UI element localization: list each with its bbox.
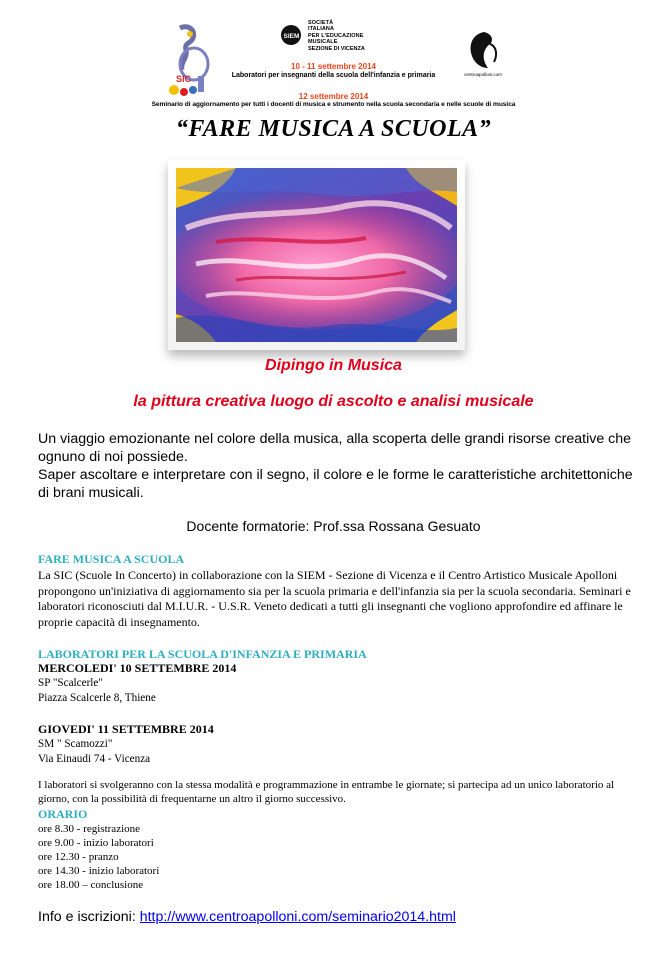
header-subtitle-2: Seminario di aggiornamento per tutti i docenti di musica e strumento nella scuola secondaria e nelle scuole di musica — [151, 101, 516, 108]
svg-text:SIC: SIC — [176, 74, 192, 84]
header-subtitle-1: Laboratori per insegnanti della scuola dell'infanzia e primaria — [231, 72, 436, 79]
lab-day-1-date: MERCOLEDI' 10 SETTEMBRE 2014 — [38, 661, 237, 675]
lab-day-2-date: GIOVEDI' 11 SETTEMBRE 2014 — [38, 722, 214, 736]
intro-text — [38, 430, 638, 502]
lab-day-1-address: Piazza Scalcerle 8, Thiene — [38, 692, 156, 704]
svg-text:SIEM: SIEM — [283, 33, 300, 40]
header-date-1: 10 - 11 settembre 2014 — [291, 62, 376, 71]
painting-image — [168, 160, 465, 350]
siem-logo — [280, 20, 390, 60]
footer-label: Info e iscrizioni: — [38, 909, 140, 925]
registration-link[interactable]: http://www.centroapolloni.com/seminario2014.html — [139, 909, 456, 925]
siem-logo-text: SOCIETÀ ITALIANA PER L'EDUCAZIONE MUSICALE — [308, 20, 364, 46]
orario-list — [38, 822, 159, 892]
heading-pittura: la pittura creativa luogo di ascolto e analisi musicale — [133, 393, 534, 410]
docente-line: Docente formatorie: Prof.ssa Rossana Gesuato — [186, 518, 481, 534]
centro-apolloni-caption: centroapolloni.com — [464, 72, 502, 77]
orario-item: ore 18.00 – conclusione — [38, 879, 144, 891]
sic-logo — [160, 24, 218, 98]
section-heading-laboratori: LABORATORI PER LA SCUOLA D'INFANZIA E PRIMARIA — [38, 647, 367, 661]
heading-dipingo: Dipingo in Musica — [265, 357, 402, 374]
orario-item: ore 12.30 - pranzo — [38, 851, 119, 863]
lab-day-2 — [38, 722, 638, 767]
lab-day-2-address: Via Einaudi 74 - Vicenza — [38, 753, 151, 765]
section-heading-fare-musica: FARE MUSICA A SCUOLA — [38, 552, 185, 566]
lab-day-1-school: SP "Scalcerle" — [38, 677, 103, 689]
lab-day-1 — [38, 661, 638, 706]
footer-info — [38, 909, 456, 925]
orario-item: ore 8.30 - registrazione — [38, 823, 141, 835]
orario-item: ore 14.30 - inizio laboratori — [38, 865, 160, 877]
intro-paragraph-2: Saper ascoltare e interpretare con il segno, il colore e le forme le caratteristiche architettoniche di brani musicali. — [38, 467, 633, 501]
orario-heading: ORARIO — [38, 807, 88, 821]
laboratori-note: I laboratori si svolgeranno con la stessa modalità e programmazione in entrambe le giornate; si partecipa ad un unico laboratorio al giorno, con la possibilità di frequentarne un altro il giorno successivo. — [38, 779, 615, 805]
header-date-2: 12 settembre 2014 — [298, 92, 369, 101]
lab-day-2-school: SM " Scamozzi" — [38, 738, 113, 750]
section-body-fare-musica: La SIC (Scuole In Concerto) in collaborazione con la SIEM - Sezione di Vicenza e il Centro Artistico Musicale Apolloni propongono un'iniziativa di aggiornamento sia per la scuola primaria e dell'infanzia sia per la scuola secondaria. Seminari e laboratori riconosciuti dal M.I.U.R. - U.S.R. Veneto dedicati a tutti gli insegnanti che vogliono approfondire ed affinare le proprie capacità di insegnamento. — [38, 568, 631, 629]
intro-paragraph-1: Un viaggio emozionante nel colore della musica, alla scoperta delle grandi risorse creative che ognuno di noi possiede. — [38, 431, 632, 465]
orario-item: ore 9.00 - inizio laboratori — [38, 837, 154, 849]
siem-section: SEZIONE DI VICENZA — [308, 46, 365, 52]
page-title: “FARE MUSICA A SCUOLA” — [175, 116, 492, 142]
